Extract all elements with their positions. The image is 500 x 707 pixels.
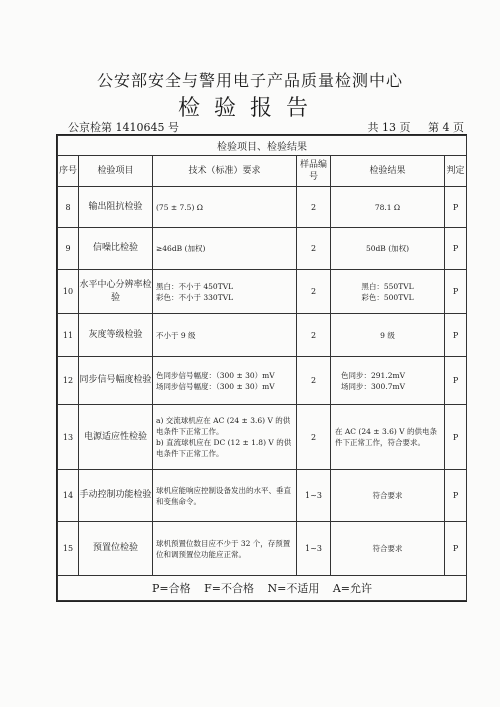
page-info [364,119,465,135]
row-verdict: P [445,405,467,470]
table-header-row [58,156,467,187]
legend-allowed: A=允许 [332,582,373,595]
column-header-item: 检验项目 [79,156,153,187]
row-verdict: P [445,522,467,576]
row-item: 水平中心分辨率检验 [79,270,153,314]
results-table-frame [56,134,467,602]
table-row [58,314,467,357]
row-result: 符合要求 [331,522,445,576]
table-row [58,270,467,314]
row-no: 8 [58,187,79,228]
column-header-no: 序号 [58,156,79,187]
row-no: 15 [58,522,79,576]
row-result: 50dB (加权) [331,228,445,270]
row-sample: 2 [297,270,331,314]
row-verdict: P [445,314,467,357]
table-row [58,187,467,228]
section-title: 检验项目、检验结果 [58,136,467,156]
row-verdict: P [445,470,467,522]
row-requirement: 黑白：不小于 450TVL 彩色：不小于 330TVL [153,270,297,314]
row-sample: 2 [297,357,331,405]
table-row [58,470,467,522]
row-item: 手动控制功能检验 [79,470,153,522]
row-result: 9 级 [331,314,445,357]
row-sample: 2 [297,187,331,228]
row-result: 在 AC (24 ± 3.6) V 的供电条件下正常工作，符合要求。 [331,405,445,470]
row-sample: 2 [297,228,331,270]
row-sample: 1~3 [297,522,331,576]
row-item: 信噪比检验 [79,228,153,270]
table-row [58,228,467,270]
column-header-verdict: 判定 [445,156,467,187]
row-sample: 1~3 [297,470,331,522]
row-verdict: P [445,187,467,228]
row-no: 9 [58,228,79,270]
row-no: 10 [58,270,79,314]
results-table [57,135,467,601]
verdict-legend-row [58,576,467,601]
row-item: 电源适应性检验 [79,405,153,470]
row-result: 78.1 Ω [331,187,445,228]
row-sample: 2 [297,405,331,470]
legend-not-applicable: N=不适用 [267,582,320,595]
row-requirement: a) 交流球机应在 AC (24 ± 3.6) V 的供电条件下正常工作。 b) 直流球机应在 DC (12 ± 1.8) V 的供电条件下正常工作。 [153,405,297,470]
row-item: 输出阻抗检验 [79,187,153,228]
row-requirement: 球机应能响应控制设备发出的水平、垂直和变焦命令。 [153,470,297,522]
row-no: 13 [58,405,79,470]
row-item: 灰度等级检验 [79,314,153,357]
row-verdict: P [445,270,467,314]
legend-fail: F=不合格 [204,582,255,595]
report-number: 公京检第 1410645 号 [68,121,179,134]
row-item: 同步信号幅度检验 [79,357,153,405]
row-sample: 2 [297,314,331,357]
report-title: 检验报告 [177,96,322,121]
total-pages: 共 13 页 [367,121,411,134]
row-requirement: 球机预置位数目应不少于 32 个，存预置位和调预置位功能应正常。 [153,522,297,576]
row-requirement: (75 ± 7.5) Ω [153,187,297,228]
row-requirement: 不小于 9 级 [153,314,297,357]
column-header-requirement: 技术（标准）要求 [153,156,297,187]
legend-pass: P=合格 [152,582,191,595]
page-number: 第 4 页 [428,121,464,134]
column-header-result: 检验结果 [331,156,445,187]
row-verdict: P [445,357,467,405]
row-item: 预置位检验 [79,522,153,576]
table-row [58,357,467,405]
row-no: 14 [58,470,79,522]
row-verdict: P [445,228,467,270]
row-result: 符合要求 [331,470,445,522]
table-row [58,405,467,470]
row-requirement: 色同步信号幅度：（300 ± 30）mV 场同步信号幅度：（300 ± 30）mV [153,357,297,405]
row-no: 11 [58,314,79,357]
table-row [58,522,467,576]
row-requirement: ≥46dB (加权) [153,228,297,270]
column-header-sample: 样品编号 [297,156,331,187]
row-result: 色同步：291.2mV 场同步：300.7mV [331,357,445,405]
row-result: 黑白：550TVL 彩色：500TVL [331,270,445,314]
verdict-legend [58,576,467,601]
organization-name: 公安部安全与警用电子产品质量检测中心 [96,71,403,90]
row-no: 12 [58,357,79,405]
